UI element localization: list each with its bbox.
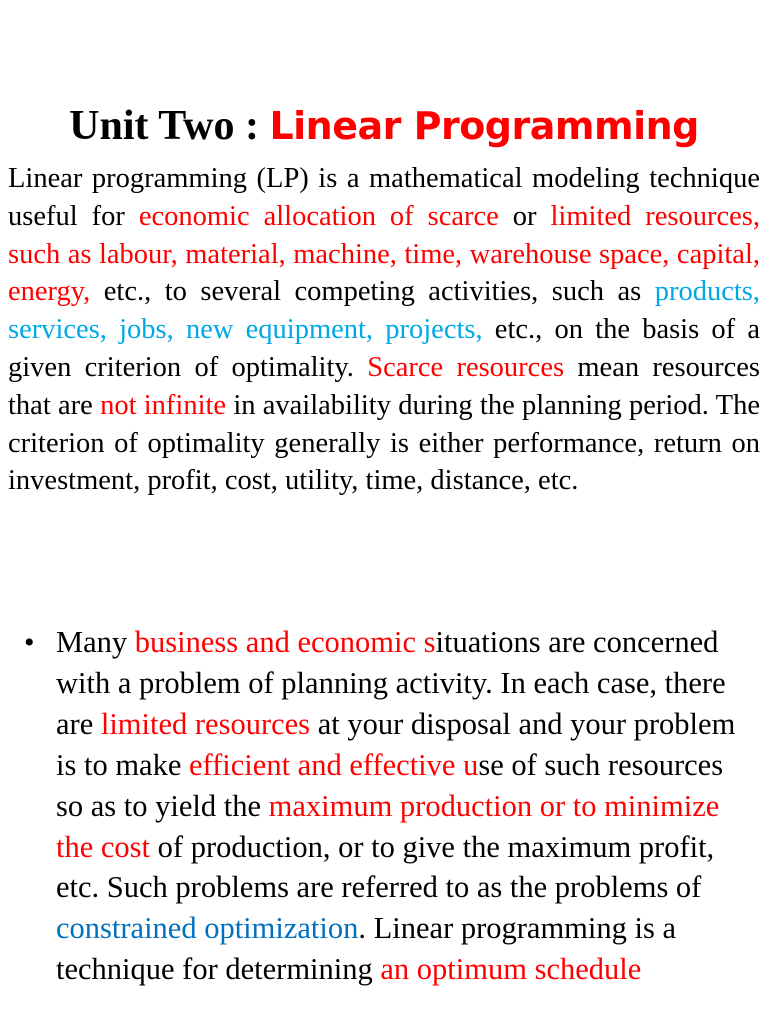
bullet-highlight-red: maximum production or to minimize the cost [56, 788, 720, 864]
bullet-segment: . Linear programming is a technique for determining [56, 911, 677, 987]
title-highlight: Linear Programming [269, 104, 699, 148]
para-highlight-red: Scarce resources [367, 351, 565, 383]
bullet-marker: • [24, 626, 35, 659]
intro-paragraph [8, 160, 760, 500]
para-text: or [498, 200, 551, 232]
bullet-segment: se of such resources so as to yield the [56, 747, 724, 823]
bullet-segment: of production, or to give the maximum profit, etc. Such problems are referred to as the problems of [56, 829, 715, 905]
bullet-segment: at your disposal and your problem is to make [56, 706, 736, 782]
bullet-segment: Many [56, 625, 135, 659]
bullet-highlight-red: efficient and effective u [189, 747, 479, 782]
bullet-highlight-blue: constrained optimization [56, 911, 359, 946]
para-text: Linear programming (LP) is a mathematical modeling technique useful for [8, 163, 760, 232]
bullet-highlight-red: an optimum schedule [380, 952, 642, 987]
para-text: mean resources that are [8, 351, 760, 421]
para-text: etc., to several competing activities, such as [90, 276, 655, 308]
title-prefix: Unit Two : [69, 103, 270, 149]
bullet-text [56, 622, 756, 990]
bullet-highlight-red: business and economic s [134, 625, 436, 659]
bullet-segment: ituations are concerned with a problem of planning activity. In each case, there are [56, 625, 726, 741]
bullet-highlight-red: limited resources [100, 706, 311, 741]
para-highlight-red: not infinite [100, 389, 227, 421]
para-text: in availability during the planning period. The criterion of optimality generally is either performance, return on investment, profit, cost, utility, time, distance, etc. [8, 389, 760, 497]
page-title [0, 98, 768, 154]
para-text: etc., on the basis of a given criterion of optimality. [8, 314, 760, 383]
para-highlight-cyan: products, services, jobs, new equipment, projects, [8, 276, 760, 346]
para-highlight-red: limited resources, such as labour, material, machine, time, warehouse space, capital, energy, [8, 200, 760, 308]
para-highlight-red: economic allocation of scarce [138, 200, 499, 232]
